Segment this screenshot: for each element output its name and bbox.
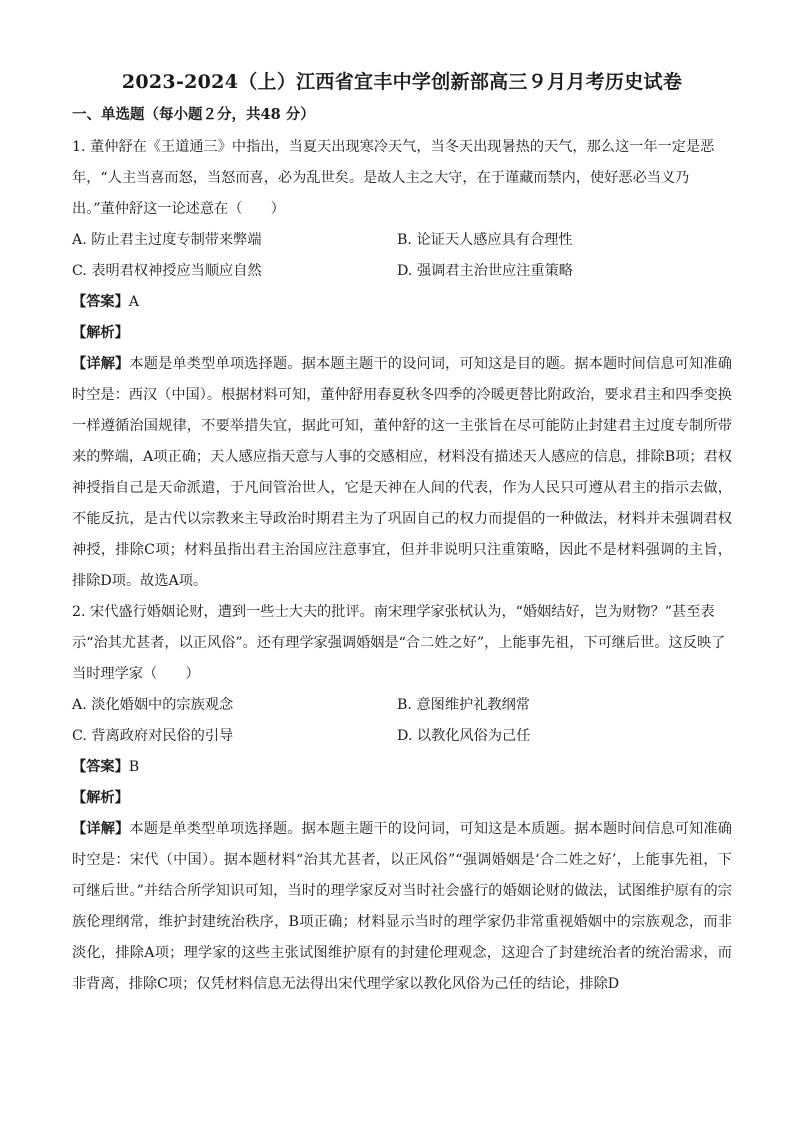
analysis-label: 【解析】 <box>72 325 129 341</box>
answer-label: 【答案】 <box>72 294 129 310</box>
analysis-line <box>72 318 732 349</box>
option-a: A. 防止君主过度专制带来弊端 <box>72 232 262 248</box>
answer-value: A <box>128 294 140 310</box>
question-1 <box>72 132 732 597</box>
answer-label: 【答案】 <box>72 759 129 775</box>
answer-value: B <box>128 759 140 775</box>
option-grid <box>72 225 732 287</box>
question-stem: 2. 宋代盛行婚姻论财，遭到一些士大夫的批评。南宋理学家张栻认为，“婚姻结好，岂为财物？”甚至表示“治其尤甚者，以正风俗”。还有理学家强调婚姻是“合二姓之好”，上能事先祖，下可继后世。这反映了当时理学家（ ） <box>72 604 726 682</box>
option-d: D. 以教化风俗为己任 <box>397 728 531 744</box>
option-c: C. 背离政府对民俗的引导 <box>72 728 234 744</box>
section-heading: 一、单选题（每小题２分，共48 分） <box>72 106 315 123</box>
analysis-label: 【解析】 <box>72 790 129 806</box>
detail-text: 本题是单类型单项选择题。据本题主题干的设问词，可知这是本质题。据本题时间信息可知准确时空是：宋代（中国）。据本题材料“治其尤甚者，以正风俗”“强调婚姻是‘合二姓之好’，上能事先祖，下可继后世。”并结合所学知识可知，当时的理学家反对当时社会盛行的婚姻论财的做法，试图维护原有的宗族伦理纲常，维护封建统治秩序，B项正确；材料显示当时的理学家仍非常重视婚姻中的宗族观念，而非淡化，排除A项；理学家的这些主张试图维护原有的封建伦理观念，这迎合了封建统治者的统治需求，而非背离，排除C项；仅凭材料信息无法得出宋代理学家以教化风俗为己任的结论，排除D <box>72 821 732 992</box>
option-b: B. 论证天人感应具有合理性 <box>397 232 573 248</box>
option-d: D. 强调君主治世应注重策略 <box>397 263 573 279</box>
detail-label: 【详解】 <box>72 356 130 372</box>
option-c: C. 表明君权神授应当顺应自然 <box>72 263 262 279</box>
detail-label: 【详解】 <box>72 821 130 837</box>
option-b: B. 意图维护礼教纲常 <box>397 697 530 713</box>
answer-line <box>72 287 732 318</box>
detail-paragraph <box>72 349 732 597</box>
option-a: A. 淡化婚姻中的宗族观念 <box>72 697 234 713</box>
option-grid <box>72 690 732 752</box>
question-2 <box>72 597 732 1000</box>
analysis-line <box>72 783 732 814</box>
question-stem: 1. 董仲舒在《王道通三》中指出，当夏天出现寒冷天气，当冬天出现暑热的天气，那么这一年一定是恶年，“人主当喜而怒，当怒而喜，必为乱世矣。是故人主之大守，在于谨藏而禁内，使好恶必当义乃出。”董仲舒这一论述意在（ ） <box>72 139 715 217</box>
detail-text: 本题是单类型单项选择题。据本题主题干的设问词，可知这是目的题。据本题时间信息可知准确时空是：西汉（中国）。根据材料可知，董仲舒用春夏秋冬四季的冷暖更替比附政治，要求君主和四季变换一样遵循治国规律，不要举措失宜，据此可知，董仲舒的这一主张旨在尽可能防止封建君主过度专制所带来的弊端，A项正确；天人感应指天意与人事的交感相应，材料没有描述天人感应的信息，排除B项；君权神授指自己是天命派遣，于凡间管治世人，它是天神在人间的代表，作为人民只可遵从君主的指示去做，不能反抗，是古代以宗教来主导政治时期君主为了巩固自己的权力而提倡的一种做法，材料并未强调君权神授，排除C项；材料虽指出君主治国应注意事宜，但并非说明只注重策略，因此不是材料强调的主旨，排除D项。故选A项。 <box>72 356 732 589</box>
page-title: 2023-2024（上）江西省宜丰中学创新部高三９月月考历史试卷 <box>121 71 683 93</box>
answer-line <box>72 752 732 783</box>
detail-paragraph <box>72 814 732 1000</box>
